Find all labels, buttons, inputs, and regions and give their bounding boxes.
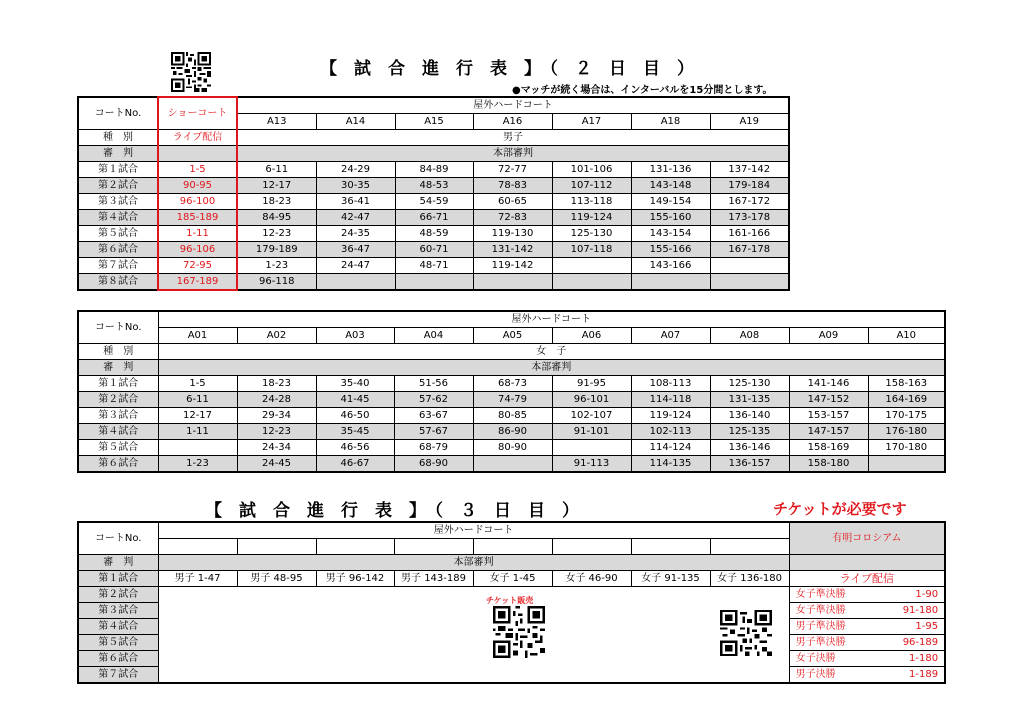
court-header: A05 <box>473 328 552 344</box>
match-cell: 101-106 <box>552 162 631 178</box>
court-header <box>158 539 237 555</box>
match-label: 第１試合 <box>78 162 158 178</box>
court-header: A01 <box>158 328 237 344</box>
match-cell: 72-83 <box>473 210 552 226</box>
match-cell: 119-142 <box>473 258 552 274</box>
event-name: 女子決勝 <box>795 652 836 664</box>
court-header: A13 <box>237 114 316 130</box>
type-value: 女 子 <box>158 344 945 360</box>
match-cell: 57-62 <box>394 392 473 408</box>
match-cell <box>710 258 789 274</box>
match-cell: 12-17 <box>158 408 237 424</box>
show-court-label: ショーコート <box>158 97 237 130</box>
event-range: 1-180 <box>909 652 939 664</box>
court-header: A07 <box>631 328 710 344</box>
match-cell: 男子 1-47 <box>158 571 237 587</box>
match-cell: 36-47 <box>316 242 395 258</box>
match-cell: 102-113 <box>631 424 710 440</box>
court-header: A03 <box>316 328 394 344</box>
match-cell <box>552 440 631 456</box>
event-range: 1-90 <box>915 588 939 600</box>
court-header: A14 <box>316 114 395 130</box>
match-cell: 女子 136-180 <box>710 571 789 587</box>
court-header <box>710 539 789 555</box>
court-header: A09 <box>789 328 868 344</box>
match-cell: 176-180 <box>868 424 945 440</box>
match-cell: 46-50 <box>316 408 394 424</box>
match-cell: 136-157 <box>710 456 789 473</box>
court-header: A04 <box>394 328 473 344</box>
court-no-label: コートNo. <box>78 522 158 555</box>
match-cell <box>631 274 710 291</box>
event-name: 男子準決勝 <box>795 620 846 632</box>
match-cell: 147-157 <box>789 424 868 440</box>
match-label: 第６試合 <box>78 456 158 473</box>
match-cell: 108-113 <box>631 376 710 392</box>
match-cell: 91-95 <box>552 376 631 392</box>
court-header <box>394 539 473 555</box>
live-stream-label: ライブ配信 <box>158 130 237 146</box>
table-row <box>78 226 789 242</box>
day2-title: 【 試 合 進 行 表 】 （ ２ 日 目 ） <box>320 59 694 79</box>
match-cell: 60-65 <box>473 194 552 210</box>
table-row <box>78 392 945 408</box>
referee-value: 本部審判 <box>237 146 789 162</box>
match-label: 第２試合 <box>78 178 158 194</box>
final-event-cell <box>789 635 945 651</box>
match-cell: 91-101 <box>552 424 631 440</box>
match-label: 第１試合 <box>78 376 158 392</box>
match-label: 第３試合 <box>78 194 158 210</box>
qr-code-icon[interactable] <box>170 52 212 92</box>
match-cell: 1-23 <box>237 258 316 274</box>
match-cell: 158-163 <box>868 376 945 392</box>
match-cell: 24-45 <box>237 456 316 473</box>
show-court-cell: 1-5 <box>158 162 237 178</box>
table-row <box>78 242 789 258</box>
match-cell: 143-166 <box>631 258 710 274</box>
match-cell: 24-35 <box>316 226 395 242</box>
match-cell <box>552 258 631 274</box>
match-cell <box>552 274 631 291</box>
match-cell: 24-28 <box>237 392 316 408</box>
match-cell: 63-67 <box>394 408 473 424</box>
qr-code-icon[interactable] <box>493 606 545 658</box>
match-cell: 女子 91-135 <box>631 571 710 587</box>
match-cell: 158-180 <box>789 456 868 473</box>
match-cell: 170-175 <box>868 408 945 424</box>
referee-label: 審 判 <box>78 146 158 162</box>
live-stream-label: ライブ配信 <box>789 571 945 587</box>
match-cell: 125-130 <box>710 376 789 392</box>
match-cell: 96-118 <box>237 274 316 291</box>
match-cell: 1-23 <box>158 456 237 473</box>
match-label: 第３試合 <box>78 603 158 619</box>
referee-value: 本部審判 <box>158 360 945 376</box>
court-header: A19 <box>710 114 789 130</box>
match-cell: 女子 1-45 <box>473 571 552 587</box>
court-header: A17 <box>552 114 631 130</box>
match-cell: 48-71 <box>395 258 473 274</box>
match-cell <box>473 456 552 473</box>
match-cell: 6-11 <box>158 392 237 408</box>
match-cell: 179-184 <box>710 178 789 194</box>
match-cell: 131-142 <box>473 242 552 258</box>
match-cell <box>868 456 945 473</box>
match-label: 第５試合 <box>78 226 158 242</box>
table-row <box>78 376 945 392</box>
final-event-cell <box>789 603 945 619</box>
match-cell: 155-160 <box>631 210 710 226</box>
type-value: 男子 <box>237 130 789 146</box>
final-event-cell <box>789 619 945 635</box>
match-cell: 137-142 <box>710 162 789 178</box>
court-header: A15 <box>395 114 473 130</box>
match-cell: 107-112 <box>552 178 631 194</box>
match-cell: 1-11 <box>158 424 237 440</box>
match-cell: 113-118 <box>552 194 631 210</box>
show-court-referee <box>158 146 237 162</box>
match-cell: 158-169 <box>789 440 868 456</box>
qr-code-icon[interactable] <box>720 610 772 656</box>
day3-title: 【 試 合 進 行 表 】 （ ３ 日 目 ） <box>205 501 579 521</box>
match-label: 第２試合 <box>78 392 158 408</box>
match-cell: 72-77 <box>473 162 552 178</box>
match-cell <box>395 274 473 291</box>
match-label: 第７試合 <box>78 667 158 684</box>
match-cell: 男子 143-189 <box>394 571 473 587</box>
match-cell: 107-118 <box>552 242 631 258</box>
match-cell: 147-152 <box>789 392 868 408</box>
match-cell: 167-172 <box>710 194 789 210</box>
table-row <box>78 424 945 440</box>
match-cell: 29-34 <box>237 408 316 424</box>
match-cell: 91-113 <box>552 456 631 473</box>
court-no-label: コートNo. <box>78 311 158 344</box>
match-cell: 119-124 <box>552 210 631 226</box>
show-court-cell: 96-106 <box>158 242 237 258</box>
court-header <box>316 539 394 555</box>
show-court-cell: 90-95 <box>158 178 237 194</box>
match-cell: 36-41 <box>316 194 395 210</box>
court-header <box>552 539 631 555</box>
event-name: 男子決勝 <box>795 668 836 680</box>
match-cell: 18-23 <box>237 194 316 210</box>
event-name: 男子準決勝 <box>795 636 846 648</box>
match-cell: 24-29 <box>316 162 395 178</box>
match-cell: 114-135 <box>631 456 710 473</box>
match-label: 第５試合 <box>78 635 158 651</box>
ticket-sale-area <box>158 587 789 684</box>
match-label: 第２試合 <box>78 587 158 603</box>
event-range: 1-95 <box>915 620 939 632</box>
match-cell: 153-157 <box>789 408 868 424</box>
outdoor-hard-court-label: 屋外ハードコート <box>158 311 945 328</box>
court-header <box>631 539 710 555</box>
table-row <box>78 210 789 226</box>
show-court-cell: 167-189 <box>158 274 237 291</box>
referee-value: 本部審判 <box>158 555 789 571</box>
match-cell: 30-35 <box>316 178 395 194</box>
outdoor-hard-court-label: 屋外ハードコート <box>158 522 789 539</box>
match-cell: 114-124 <box>631 440 710 456</box>
match-cell: 102-107 <box>552 408 631 424</box>
court-header: A08 <box>710 328 789 344</box>
match-cell: 155-166 <box>631 242 710 258</box>
match-cell: 131-135 <box>710 392 789 408</box>
match-label: 第４試合 <box>78 210 158 226</box>
table-row <box>78 194 789 210</box>
match-cell: 136-140 <box>710 408 789 424</box>
match-cell: 74-79 <box>473 392 552 408</box>
court-no-label: コートNo. <box>78 97 158 130</box>
match-cell: 54-59 <box>395 194 473 210</box>
match-cell: 48-59 <box>395 226 473 242</box>
match-label: 第７試合 <box>78 258 158 274</box>
match-cell: 41-45 <box>316 392 394 408</box>
match-cell: 男子 48-95 <box>237 571 316 587</box>
court-header: A10 <box>868 328 945 344</box>
match-cell: 86-90 <box>473 424 552 440</box>
event-range: 91-180 <box>902 604 939 616</box>
type-label: 種 別 <box>78 344 158 360</box>
match-cell: 46-67 <box>316 456 394 473</box>
match-cell: 125-135 <box>710 424 789 440</box>
match-cell: 12-23 <box>237 226 316 242</box>
match-cell: 12-17 <box>237 178 316 194</box>
match-cell: 35-40 <box>316 376 394 392</box>
match-cell: 167-178 <box>710 242 789 258</box>
match-cell: 136-146 <box>710 440 789 456</box>
match-cell: 131-136 <box>631 162 710 178</box>
show-court-cell: 1-11 <box>158 226 237 242</box>
match-label: 第１試合 <box>78 571 158 587</box>
match-cell: 125-130 <box>552 226 631 242</box>
table-row <box>78 258 789 274</box>
match-cell: 179-189 <box>237 242 316 258</box>
match-label: 第６試合 <box>78 651 158 667</box>
match-cell: 80-85 <box>473 408 552 424</box>
event-name: 女子準決勝 <box>795 588 846 600</box>
match-cell: 164-169 <box>868 392 945 408</box>
ticket-sale-label: チケット販売 <box>486 596 534 605</box>
interval-note: ●マッチが続く場合は、インターバルを15分間とします。 <box>512 85 773 96</box>
court-header <box>473 539 552 555</box>
type-label: 種 別 <box>78 130 158 146</box>
court-header <box>237 539 316 555</box>
event-name: 女子準決勝 <box>795 604 846 616</box>
match-cell: 66-71 <box>395 210 473 226</box>
day2-men-table <box>77 96 790 291</box>
day2-women-table <box>77 310 946 473</box>
match-cell: 173-178 <box>710 210 789 226</box>
table-row <box>78 408 945 424</box>
match-cell: 57-67 <box>394 424 473 440</box>
match-cell: 119-124 <box>631 408 710 424</box>
final-event-cell <box>789 587 945 603</box>
match-cell: 143-148 <box>631 178 710 194</box>
match-cell: 68-73 <box>473 376 552 392</box>
match-cell: 24-34 <box>237 440 316 456</box>
match-cell: 80-90 <box>473 440 552 456</box>
event-range: 1-189 <box>909 668 939 680</box>
match-label: 第３試合 <box>78 408 158 424</box>
table-row <box>78 456 945 473</box>
match-cell: 114-118 <box>631 392 710 408</box>
match-cell <box>158 440 237 456</box>
match-label: 第４試合 <box>78 424 158 440</box>
court-header: A06 <box>552 328 631 344</box>
match-cell: 51-56 <box>394 376 473 392</box>
match-cell: 161-166 <box>710 226 789 242</box>
match-cell: 96-101 <box>552 392 631 408</box>
referee-label: 審 判 <box>78 555 158 571</box>
match-label: 第６試合 <box>78 242 158 258</box>
match-cell: 68-79 <box>394 440 473 456</box>
outdoor-hard-court-label: 屋外ハードコート <box>237 97 789 114</box>
match-cell: 1-5 <box>158 376 237 392</box>
court-header: A02 <box>237 328 316 344</box>
final-event-cell <box>789 667 945 684</box>
match-cell: 60-71 <box>395 242 473 258</box>
arena-label: 有明コロシアム <box>789 522 945 555</box>
match-cell: 84-95 <box>237 210 316 226</box>
match-cell: 6-11 <box>237 162 316 178</box>
match-cell: 24-47 <box>316 258 395 274</box>
match-cell: 143-154 <box>631 226 710 242</box>
match-label: 第５試合 <box>78 440 158 456</box>
table-row <box>78 162 789 178</box>
table-row <box>78 274 789 291</box>
match-cell: 48-53 <box>395 178 473 194</box>
match-label: 第４試合 <box>78 619 158 635</box>
match-cell: 18-23 <box>237 376 316 392</box>
match-cell <box>710 274 789 291</box>
table-row <box>78 178 789 194</box>
referee-label: 審 判 <box>78 360 158 376</box>
match-cell: 男子 96-142 <box>316 571 394 587</box>
ticket-required-note: チケットが必要です <box>773 500 907 518</box>
show-court-cell: 185-189 <box>158 210 237 226</box>
match-cell <box>473 274 552 291</box>
show-court-cell: 96-100 <box>158 194 237 210</box>
match-cell: 46-56 <box>316 440 394 456</box>
show-court-cell: 72-95 <box>158 258 237 274</box>
match-cell: 12-23 <box>237 424 316 440</box>
match-cell <box>316 274 395 291</box>
match-cell: 42-47 <box>316 210 395 226</box>
final-event-cell <box>789 651 945 667</box>
court-header: A18 <box>631 114 710 130</box>
arena-referee <box>789 555 945 571</box>
event-range: 96-189 <box>902 636 939 648</box>
table-row <box>78 440 945 456</box>
match-cell: 68-90 <box>394 456 473 473</box>
match-cell: 35-45 <box>316 424 394 440</box>
match-cell: 170-180 <box>868 440 945 456</box>
match-cell: 141-146 <box>789 376 868 392</box>
match-cell: 149-154 <box>631 194 710 210</box>
match-cell: 女子 46-90 <box>552 571 631 587</box>
court-header: A16 <box>473 114 552 130</box>
match-cell: 119-130 <box>473 226 552 242</box>
match-cell: 78-83 <box>473 178 552 194</box>
match-label: 第８試合 <box>78 274 158 291</box>
match-cell: 84-89 <box>395 162 473 178</box>
